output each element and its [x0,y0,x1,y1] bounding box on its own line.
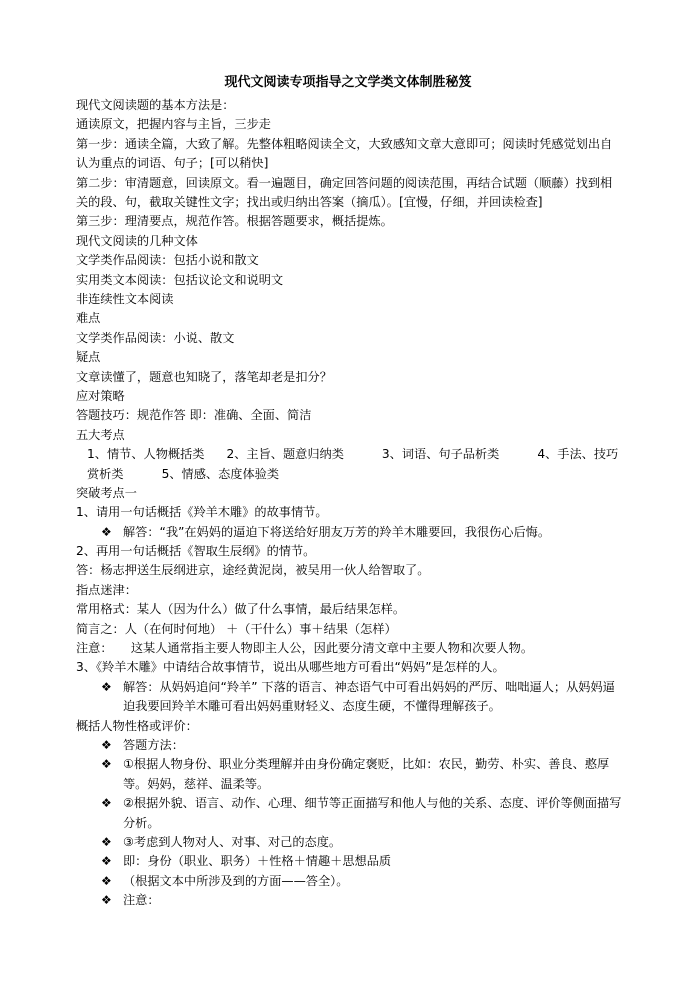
text-line: 文学类作品阅读：包括小说和散文 [76,253,259,268]
bullet-text: 注意： [123,893,160,908]
question-line: 3、《羚羊木雕》中请结合故事情节，说出从哪些地方可看出“妈妈”是怎样的人。 [76,660,505,675]
bullet-text: ①根据人物身份、职业分类理解并由身份确定褒贬，比如：农民，勤劳、朴实、善良、憨厚等。妈妈，慈祥、温柔等。 [123,757,610,791]
text-line: 第三步：理清要点，规范作答。根据答题要求，概括提炼。 [76,214,393,229]
diamond-bullet-icon: ❖ [101,738,112,753]
bullet-text: 即：身份（职业、职务）＋性格＋情趣＋思想品质 [123,854,392,869]
text-line: 注意： 这某人通常指主要人物即主人公，因此要分清文章中主要人物和次要人物。 [76,641,534,656]
bullet-text: （根据文本中所涉及到的方面——答全）。 [123,873,349,888]
text-line: 简言之：人（在何时何地） ＋（干什么）事＋结果（怎样） [76,621,397,636]
bullet-item [76,755,624,794]
text-paragraph: 第二步：审清题意，回读原文。看一遍题目，确定回答问题的阅读范围，再结合试题（顺藤）找到相关的段、句，截取关键性文字；找出或归纳出答案（摘瓜）。[宜慢，仔细，并回读检查] [76,175,613,209]
document-title: 现代文阅读专项指导之文学类文体制胜秘笈 [224,75,472,90]
bullet-text: ②根据外貌、语言、动作、心理、细节等正面描写和他人与他的关系、态度、评价等侧面描写分析。 [123,796,622,830]
text-paragraph: 第一步：通读全篇，大致了解。先整体粗略阅读全文，大致感知文章大意即可；阅读时凭感觉划出自认为重点的词语、句子；[可以稍快] [76,136,613,171]
text-line: 实用类文本阅读：包括议论文和说明文 [76,272,284,287]
section-heading: 概括人物性格或评价： [76,718,198,733]
diamond-bullet-icon: ❖ [101,796,112,811]
bullet-item [76,794,624,833]
bullet-text: 解答：从妈妈追问“羚羊” 下落的语言、神态语气中可看出妈妈的严厉、咄咄逼人；从妈妈逼迫我要回羚羊木雕可看出妈妈重财轻义、态度生硬，不懂得理解孩子。 [123,679,615,714]
document-body [76,96,624,911]
diamond-bullet-icon: ❖ [101,524,112,539]
section-heading: 疑点 [76,350,101,365]
bullet-item [76,872,624,891]
exam-point: 5、情感、态度体验类 [161,466,280,481]
diamond-bullet-icon: ❖ [101,679,112,694]
section-heading: 突破考点一 [76,485,137,500]
exam-points-list [76,445,624,484]
bullet-item [76,852,624,871]
diamond-bullet-icon: ❖ [101,873,112,888]
bullet-text: 答题方法： [123,738,184,753]
exam-point: 2、主旨、题意归纳类 [226,447,344,462]
text-line: 非连续性文本阅读 [76,291,174,306]
text-line: 答：杨志押送生辰纲进京，途经黄泥岗，被吴用一伙人给智取了。 [76,563,430,578]
exam-point: 4、手法、技巧赏析类 [87,447,619,481]
section-heading: 难点 [76,311,101,326]
section-heading: 应对策略 [76,388,125,403]
section-heading: 五大考点 [76,427,125,442]
text-line: 现代文阅读题的基本方法是： [76,98,235,112]
section-heading: 指点迷津： [76,582,137,597]
bullet-item [76,736,624,755]
text-line: 常用格式：某人（因为什么）做了什么事情，最后结果怎样。 [76,602,406,617]
exam-point: 1、情节、人物概括类 [87,447,205,462]
text-line: 现代文阅读的几种文体 [76,233,198,248]
bullet-item [76,891,624,910]
bullet-item [76,678,624,717]
bullet-item [76,833,624,852]
text-line: 通读原文，把握内容与主旨，三步走 [76,117,271,132]
bullet-item [76,523,624,542]
diamond-bullet-icon: ❖ [101,757,112,772]
diamond-bullet-icon: ❖ [101,835,112,850]
text-line: 答题技巧：规范作答 即：准确、全面、简洁 [76,408,312,423]
text-line: 文学类作品阅读：小说、散文 [76,330,235,345]
diamond-bullet-icon: ❖ [101,893,112,908]
text-line: 文章读懂了，题意也知晓了，落笔却老是扣分？ [76,369,332,384]
diamond-bullet-icon: ❖ [101,854,112,869]
bullet-text: ③考虑到人物对人、对事、对己的态度。 [123,835,342,850]
question-line: 2、再用一句话概括《智取生辰纲》的情节。 [76,544,316,559]
question-line: 1、请用一句话概括《羚羊木雕》的故事情节。 [76,505,328,520]
bullet-text: 解答：“我”在妈妈的逼迫下将送给好朋友万芳的羚羊木雕要回，我很伤心后悔。 [123,524,551,539]
exam-point: 3、词语、句子品析类 [381,447,500,462]
